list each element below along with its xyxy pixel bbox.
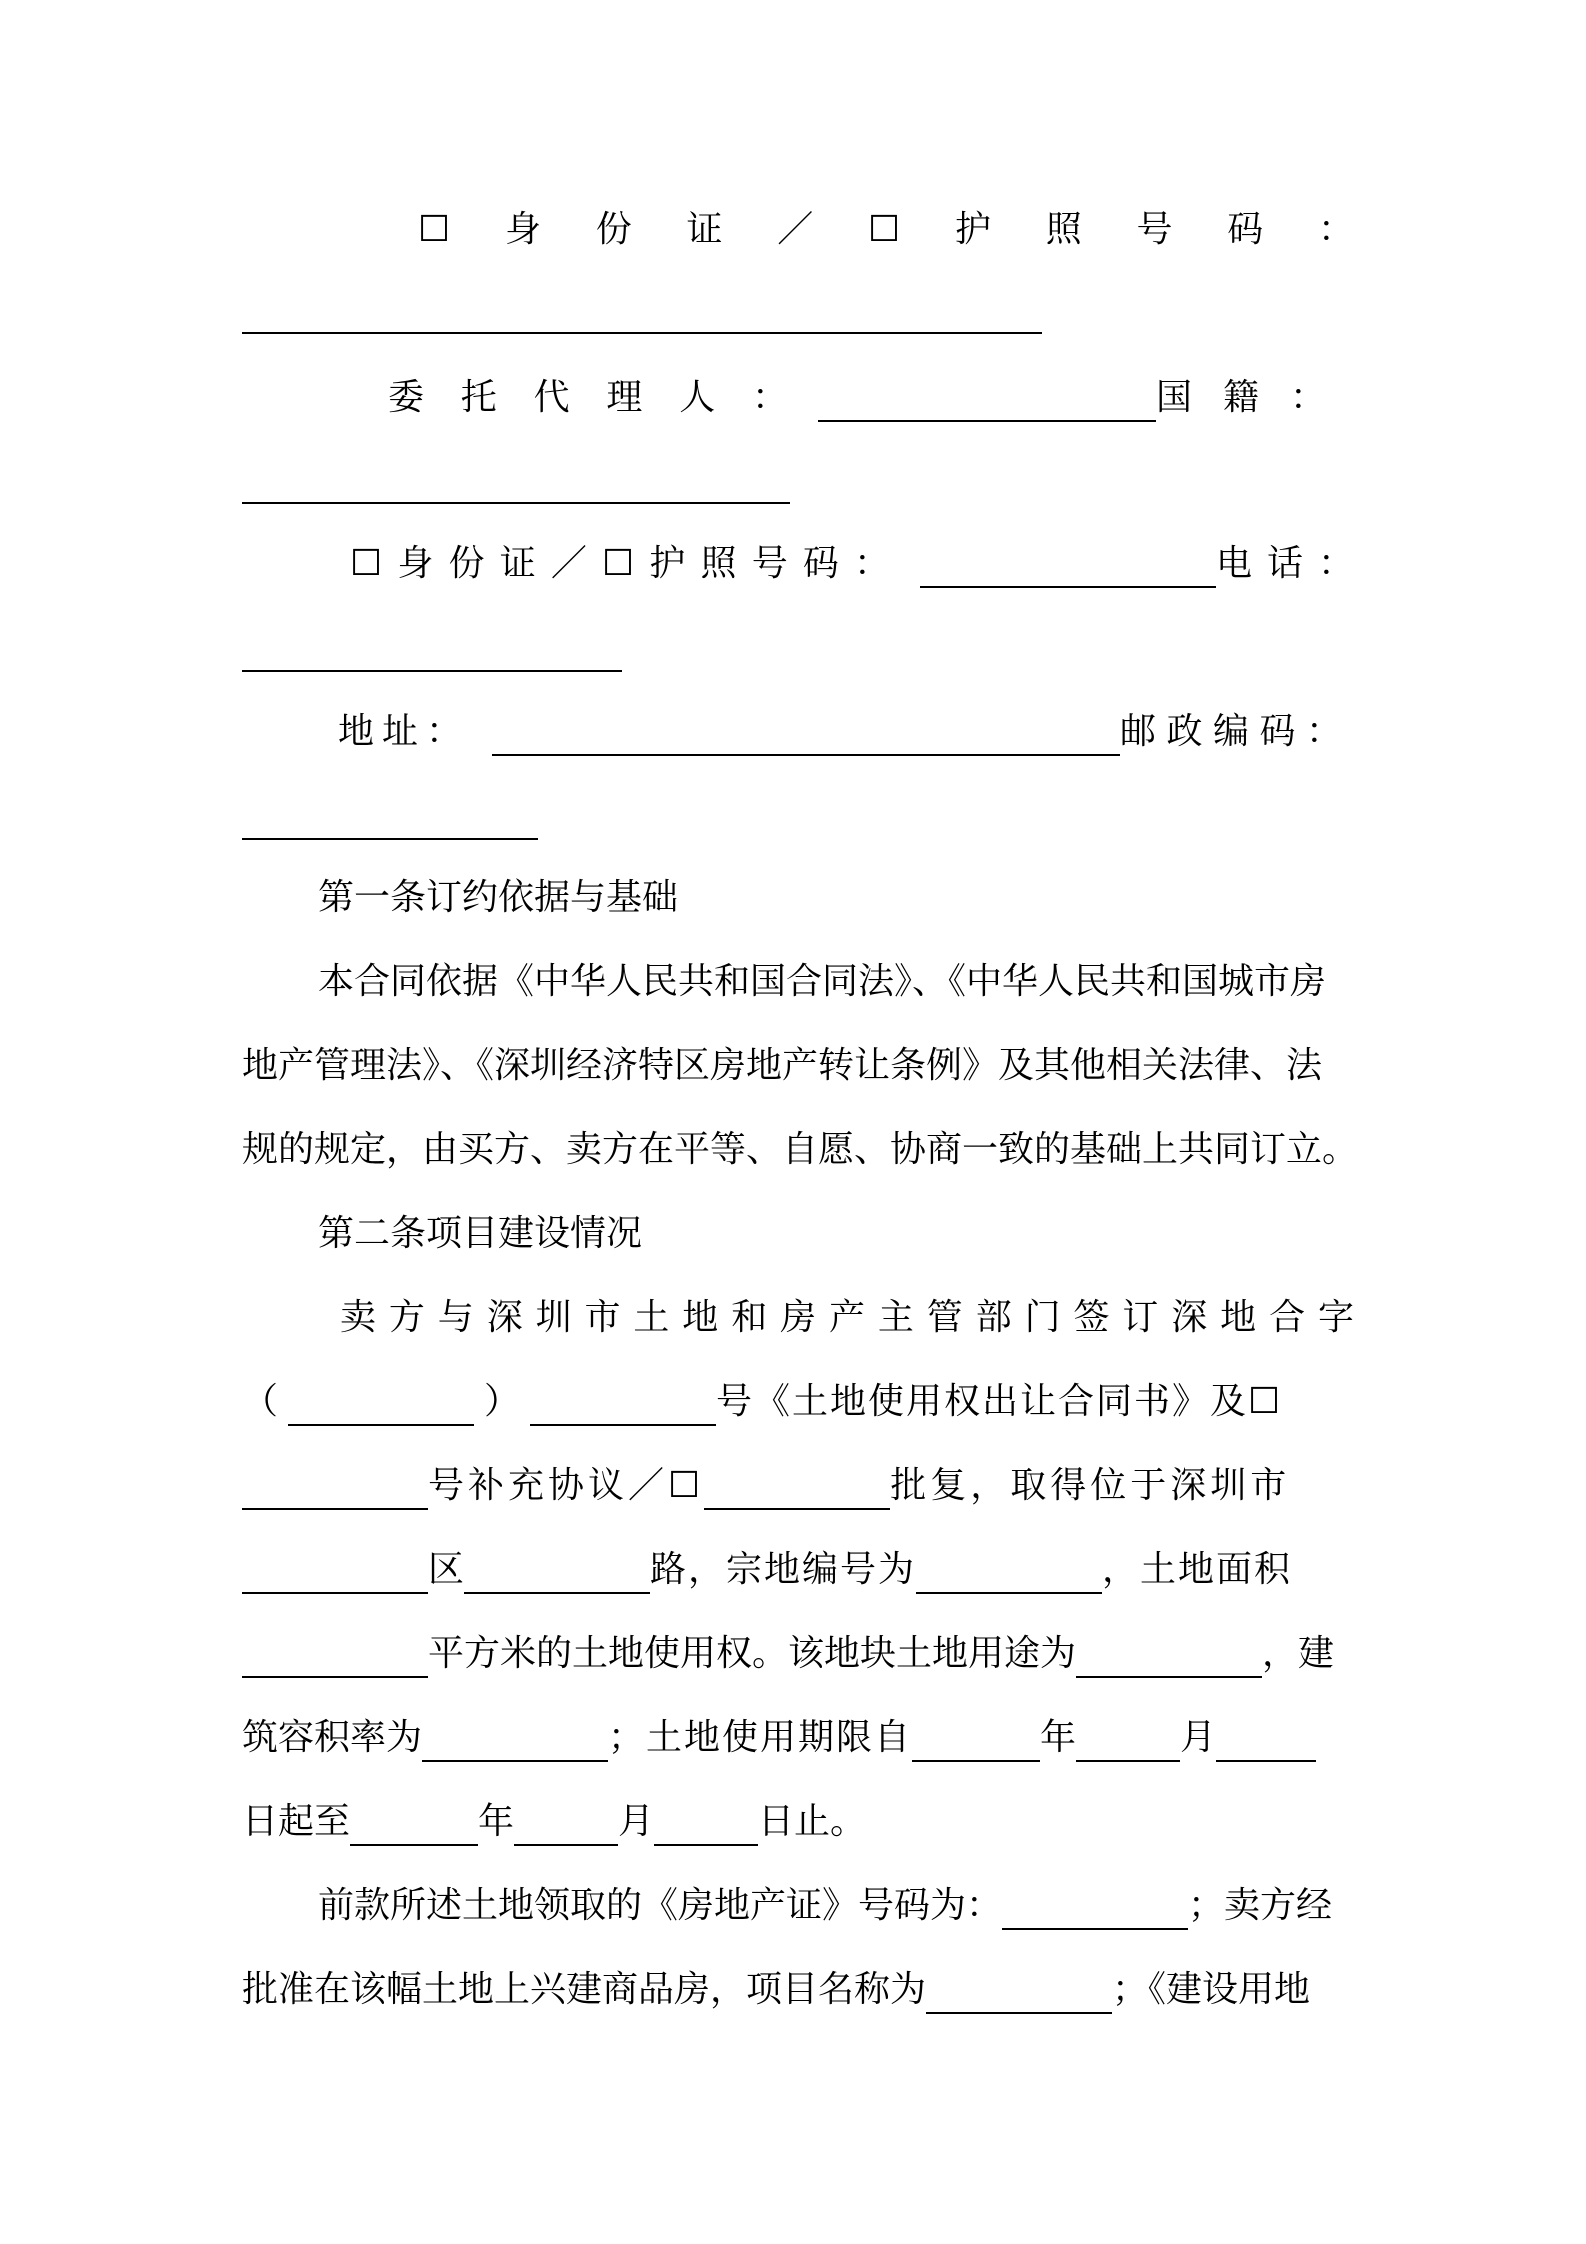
district-blank[interactable] xyxy=(242,1562,428,1594)
plot-ratio-text: 筑容积率为 xyxy=(242,1717,423,1758)
land-area-blank[interactable] xyxy=(242,1646,428,1678)
end-day-blank[interactable] xyxy=(654,1814,758,1846)
end-month-text: 月 xyxy=(618,1801,655,1842)
supplement-text: 号补充协议／☐ xyxy=(428,1465,705,1506)
address-blank[interactable] xyxy=(492,724,1120,756)
agent-label: 委托代理人： xyxy=(388,377,788,418)
approval-blank[interactable] xyxy=(704,1478,890,1510)
article-1-line-1: 本合同依据《中华人民共和国合同法》、《中华人民共和国城市房 xyxy=(318,961,1327,1002)
end-year-blank[interactable] xyxy=(350,1814,478,1846)
article-2-line-5 xyxy=(242,1630,1354,1678)
address-line xyxy=(338,708,1354,756)
article-2-line-1: 卖方与深圳市土地和房产主管部门签订深地合字 xyxy=(340,1297,1354,1338)
article-2-line-4 xyxy=(242,1546,1354,1594)
agent-line xyxy=(388,374,1354,422)
project-name-text: 批准在该幅土地上兴建商品房，项目名称为 xyxy=(242,1969,927,2010)
article-2-line-6 xyxy=(242,1714,1354,1762)
contract-number-blank[interactable] xyxy=(530,1394,716,1426)
start-year-text: 年 xyxy=(1040,1717,1077,1758)
paren-close: ） xyxy=(484,1381,521,1422)
fill-blank-3[interactable] xyxy=(242,668,622,672)
start-month-text: 月 xyxy=(1180,1717,1217,1758)
contract-title-text: 号《土地使用权出让合同书》及☐ xyxy=(716,1381,1283,1422)
agent-blank[interactable] xyxy=(818,390,1156,422)
id-passport-label-2: ☐身份证／☐护照号码： xyxy=(350,543,890,584)
fill-blank-4[interactable] xyxy=(242,836,538,840)
id-passport-label-1: ☐身份证／☐护照号码： xyxy=(418,209,1354,250)
building-text: ，建 xyxy=(1262,1633,1335,1674)
start-year-blank[interactable] xyxy=(912,1730,1040,1762)
fill-blank-1[interactable] xyxy=(242,330,1042,334)
article-1-line-2: 地产管理法》、《深圳经济特区房地产转让条例》及其他相关法律、法 xyxy=(242,1045,1323,1086)
parcel-number-blank[interactable] xyxy=(916,1562,1102,1594)
end-year-text: 年 xyxy=(478,1801,515,1842)
article-2-title: 第二条项目建设情况 xyxy=(318,1213,643,1254)
phone-label: 电话： xyxy=(1216,543,1354,584)
article-2-para-2-line-1 xyxy=(318,1882,1354,1930)
end-day-text: 日止。 xyxy=(758,1801,867,1842)
project-name-blank[interactable] xyxy=(926,1982,1112,2014)
fill-blank-2[interactable] xyxy=(242,500,790,504)
id-blank[interactable] xyxy=(920,556,1216,588)
plot-ratio-blank[interactable] xyxy=(422,1730,608,1762)
certificate-text: 前款所述土地领取的《房地产证》号码为： xyxy=(318,1885,1003,1926)
paren-open: （ xyxy=(242,1381,279,1422)
nationality-label: 国籍： xyxy=(1156,377,1326,418)
article-1-line-3: 规的规定，由买方、卖方在平等、自愿、协商一致的基础上共同订立。 xyxy=(242,1129,1359,1170)
certificate-blank[interactable] xyxy=(1002,1898,1188,1930)
id-passport-line-1 xyxy=(418,206,1354,254)
district-text: 区 xyxy=(428,1549,465,1590)
term-text: ；土地使用期限自 xyxy=(608,1717,913,1758)
land-use-blank[interactable] xyxy=(1076,1646,1262,1678)
land-use-text: 平方米的土地使用权。该地块土地用途为 xyxy=(428,1633,1077,1674)
contract-year-blank[interactable] xyxy=(288,1394,474,1426)
postcode-label: 邮政编码： xyxy=(1120,711,1342,752)
land-permit-text: ；《建设用地 xyxy=(1112,1969,1311,2010)
seller-approved-text: ；卖方经 xyxy=(1188,1885,1333,1926)
parcel-number-text: 路，宗地编号为 xyxy=(650,1549,917,1590)
id-phone-line xyxy=(350,540,1354,588)
start-day-blank[interactable] xyxy=(1216,1730,1316,1762)
end-month-blank[interactable] xyxy=(514,1814,618,1846)
start-day-text: 日起至 xyxy=(242,1801,351,1842)
address-label: 地址： xyxy=(338,711,462,752)
article-1-title: 第一条订约依据与基础 xyxy=(318,877,679,918)
supplement-blank[interactable] xyxy=(242,1478,428,1510)
road-blank[interactable] xyxy=(464,1562,650,1594)
approval-text: 批复，取得位于深圳市 xyxy=(890,1465,1291,1506)
start-month-blank[interactable] xyxy=(1076,1730,1180,1762)
article-2-line-2 xyxy=(242,1378,1354,1426)
article-2-line-3 xyxy=(242,1462,1354,1510)
land-area-text: ，土地面积 xyxy=(1102,1549,1293,1590)
article-2-line-7 xyxy=(242,1798,1354,1846)
article-2-para-2-line-2 xyxy=(242,1966,1354,2014)
